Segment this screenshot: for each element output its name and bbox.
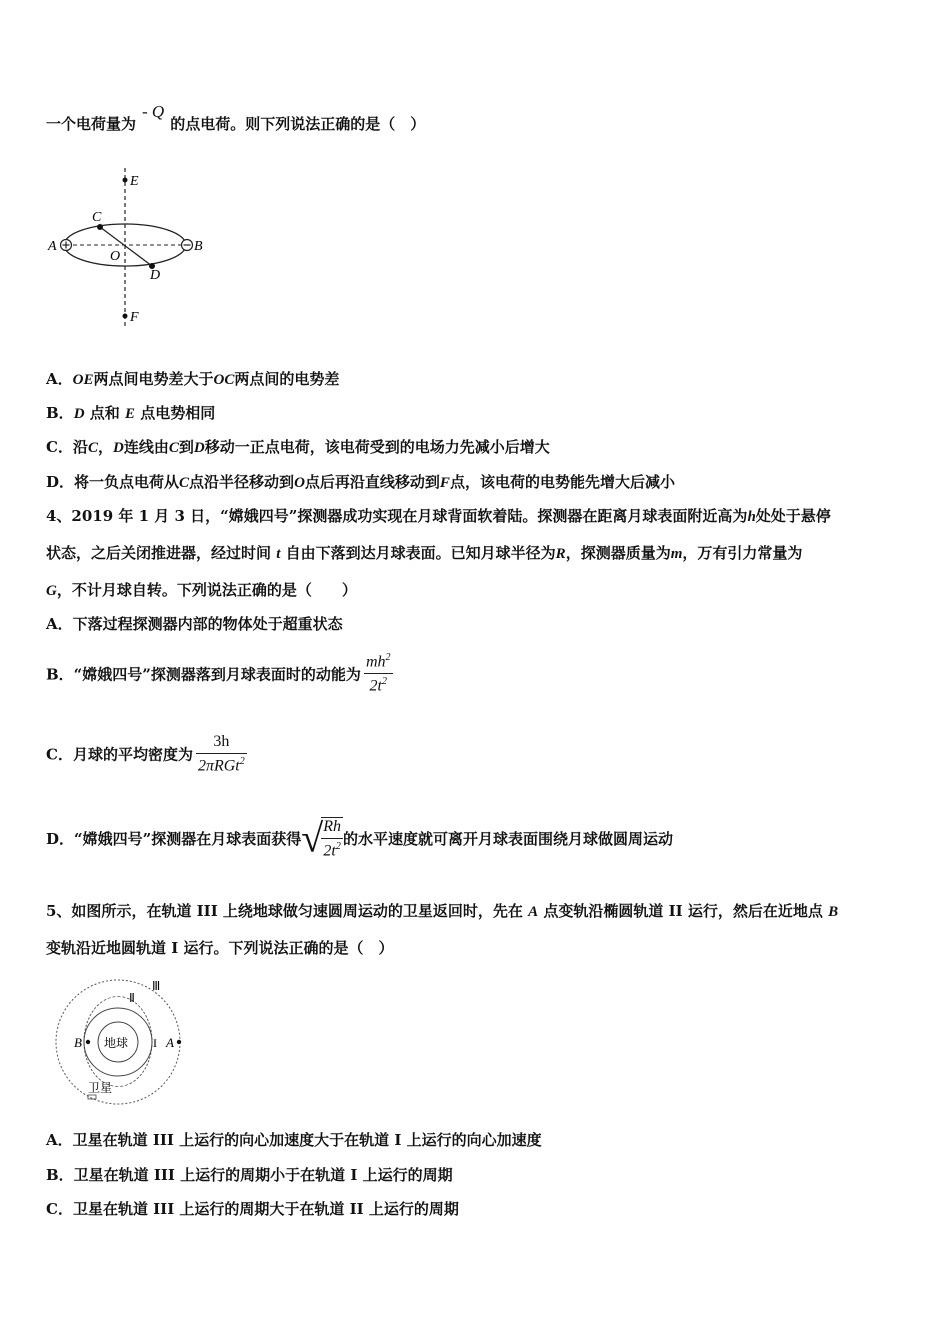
label-d: D	[150, 268, 161, 283]
q4-option-a	[46, 614, 343, 634]
label-f: F	[130, 310, 139, 325]
symbol: E	[125, 406, 136, 422]
option-text: B．卫星在轨道 III 上运行的周期小于在轨道 I 上运行的周期	[46, 1166, 453, 1184]
option-mark: B．	[46, 404, 74, 422]
label-e: E	[130, 174, 139, 189]
q5-text: 点变轨沿椭圆轨道 II 运行，然后在近地点	[543, 902, 823, 920]
q5-text: 5、如图所示，在轨道 III 上绕地球做匀速圆周运动的卫星返回时，先在	[46, 902, 523, 920]
charge-field-figure	[46, 164, 216, 329]
symbol: C	[179, 475, 190, 491]
label-b: B	[194, 239, 203, 254]
symbol: D	[73, 406, 85, 422]
point-a	[177, 1040, 181, 1044]
q3-option-b	[46, 403, 215, 424]
option-text: ，	[97, 438, 113, 456]
option-text: 两点间电势差大于	[93, 370, 214, 388]
symbol-h: h	[747, 509, 756, 525]
option-text: 沿	[72, 438, 88, 456]
q4-text: 4、2019 年 1 月 3 日，“嫦娥四号”探测器成功实现在月球背面软着陆。探测器在距离月球表面附近高为	[46, 507, 748, 525]
superscript: 2	[239, 756, 245, 767]
fraction-numerator: mh	[365, 653, 386, 671]
symbol: F	[439, 475, 450, 491]
symbol: D	[113, 440, 124, 456]
charge-symbol: - Q	[142, 102, 165, 121]
option-text: 点电势相同	[140, 404, 216, 422]
q4-option-b	[46, 652, 396, 696]
q4-option-d	[46, 817, 673, 860]
cd-line	[100, 227, 152, 266]
q5-option-c	[46, 1199, 459, 1219]
q4-text: 状态，之后关闭推进器，经过时间	[46, 544, 272, 562]
label-o: O	[110, 249, 121, 264]
q5-option-a	[46, 1130, 542, 1150]
superscript: 2	[381, 676, 387, 688]
label-b: B	[74, 1035, 82, 1050]
q4-stem-line2	[46, 543, 802, 564]
positive-charge-icon	[61, 240, 72, 251]
symbol: O	[294, 475, 305, 491]
option-text: 将一负点电荷从	[74, 473, 180, 491]
fraction-numerator: 3h	[213, 733, 230, 750]
symbol: OC	[213, 372, 235, 388]
label-i: I	[153, 1036, 157, 1050]
q4-text: 处处于悬停	[755, 507, 831, 525]
option-text: 点和	[89, 404, 120, 422]
q3-option-d	[46, 472, 675, 493]
symbol: D	[193, 440, 205, 456]
symbol-a: A	[528, 904, 539, 920]
q4-text: ，不计月球自转。下列说法正确的是（ ）	[56, 581, 357, 599]
option-text: 点后再沿直线移动到	[304, 473, 440, 491]
option-mark: A．	[46, 370, 73, 388]
option-text: 点沿半径移动到	[189, 473, 295, 491]
label-a: A	[48, 239, 57, 254]
q4-text: ，万有引力常量为	[682, 544, 803, 562]
option-text: 到	[178, 438, 194, 456]
q5-option-b	[46, 1165, 453, 1185]
sqrt-expression	[301, 817, 343, 860]
option-text: 连线由	[123, 438, 169, 456]
option-mark: D．	[46, 473, 75, 491]
orbit-figure	[52, 974, 192, 1106]
question-intro	[46, 102, 426, 134]
negative-charge-icon	[182, 240, 193, 251]
fraction-kinetic-energy	[364, 652, 393, 696]
intro-prefix: 一个电荷量为	[46, 115, 137, 133]
option-text: 移动一正点电荷，该电荷受到的电场力先减小后增大	[204, 438, 550, 456]
symbol-g: G	[46, 583, 57, 599]
option-text: 点，该电荷的电势能先增大后减小	[449, 473, 675, 491]
superscript: 2	[385, 652, 391, 663]
option-text: C．卫星在轨道 III 上运行的周期大于在轨道 II 上运行的周期	[46, 1200, 459, 1218]
symbol: OE	[72, 372, 94, 388]
label-satellite: 卫星	[88, 1081, 113, 1095]
q4-option-c	[46, 733, 250, 775]
point-e	[123, 178, 128, 183]
option-text: 两点间的电势差	[234, 370, 340, 388]
fraction-denominator: 2πRGt	[197, 757, 240, 775]
q3-option-a	[46, 369, 339, 390]
q4-stem-line3	[46, 580, 357, 601]
symbol-m: m	[670, 546, 683, 562]
intro-suffix: 的点电荷。则下列说法正确的是（ ）	[170, 115, 426, 133]
label-earth: 地球	[104, 1036, 129, 1050]
superscript: 2	[335, 841, 341, 852]
q5-text: 变轨沿近地圆轨道 I 运行。下列说法正确的是（ ）	[46, 939, 394, 957]
q4-text: ，探测器质量为	[565, 544, 671, 562]
symbol: C	[87, 440, 98, 456]
q5-stem-line1	[46, 901, 838, 922]
label-ii: Ⅱ	[129, 991, 135, 1005]
option-text: C．月球的平均密度为	[46, 745, 193, 764]
point-b	[86, 1040, 90, 1044]
option-text: B．“嫦娥四号”探测器落到月球表面时的动能为	[46, 665, 361, 684]
option-text: A．卫星在轨道 III 上运行的向心加速度大于在轨道 I 上运行的向心加速度	[46, 1131, 542, 1149]
q5-stem-line2	[46, 938, 393, 958]
q3-option-c	[46, 437, 550, 458]
symbol-b: B	[828, 904, 839, 920]
symbol-t: t	[276, 546, 281, 562]
q4-stem-line1	[46, 506, 831, 527]
label-c: C	[92, 210, 102, 225]
fraction-denominator: 2t	[369, 677, 382, 695]
fraction-numerator: Rh	[323, 818, 341, 835]
label-iii: Ⅲ	[152, 979, 161, 993]
point-f	[123, 314, 128, 319]
option-text: A．下落过程探测器内部的物体处于超重状态	[46, 615, 343, 633]
fraction-denominator: 2t	[323, 842, 336, 860]
option-mark: C．	[46, 438, 73, 456]
radical-sign: √	[301, 815, 324, 861]
fraction-density	[196, 733, 247, 775]
option-text: D．“嫦娥四号”探测器在月球表面获得	[46, 830, 302, 849]
symbol: C	[168, 440, 179, 456]
q4-text: 自由下落到达月球表面。已知月球半径为	[285, 544, 556, 562]
symbol-r: R	[555, 546, 566, 562]
option-text: 的水平速度就可离开月球表面围绕月球做圆周运动	[343, 830, 674, 849]
label-a: A	[166, 1035, 174, 1050]
